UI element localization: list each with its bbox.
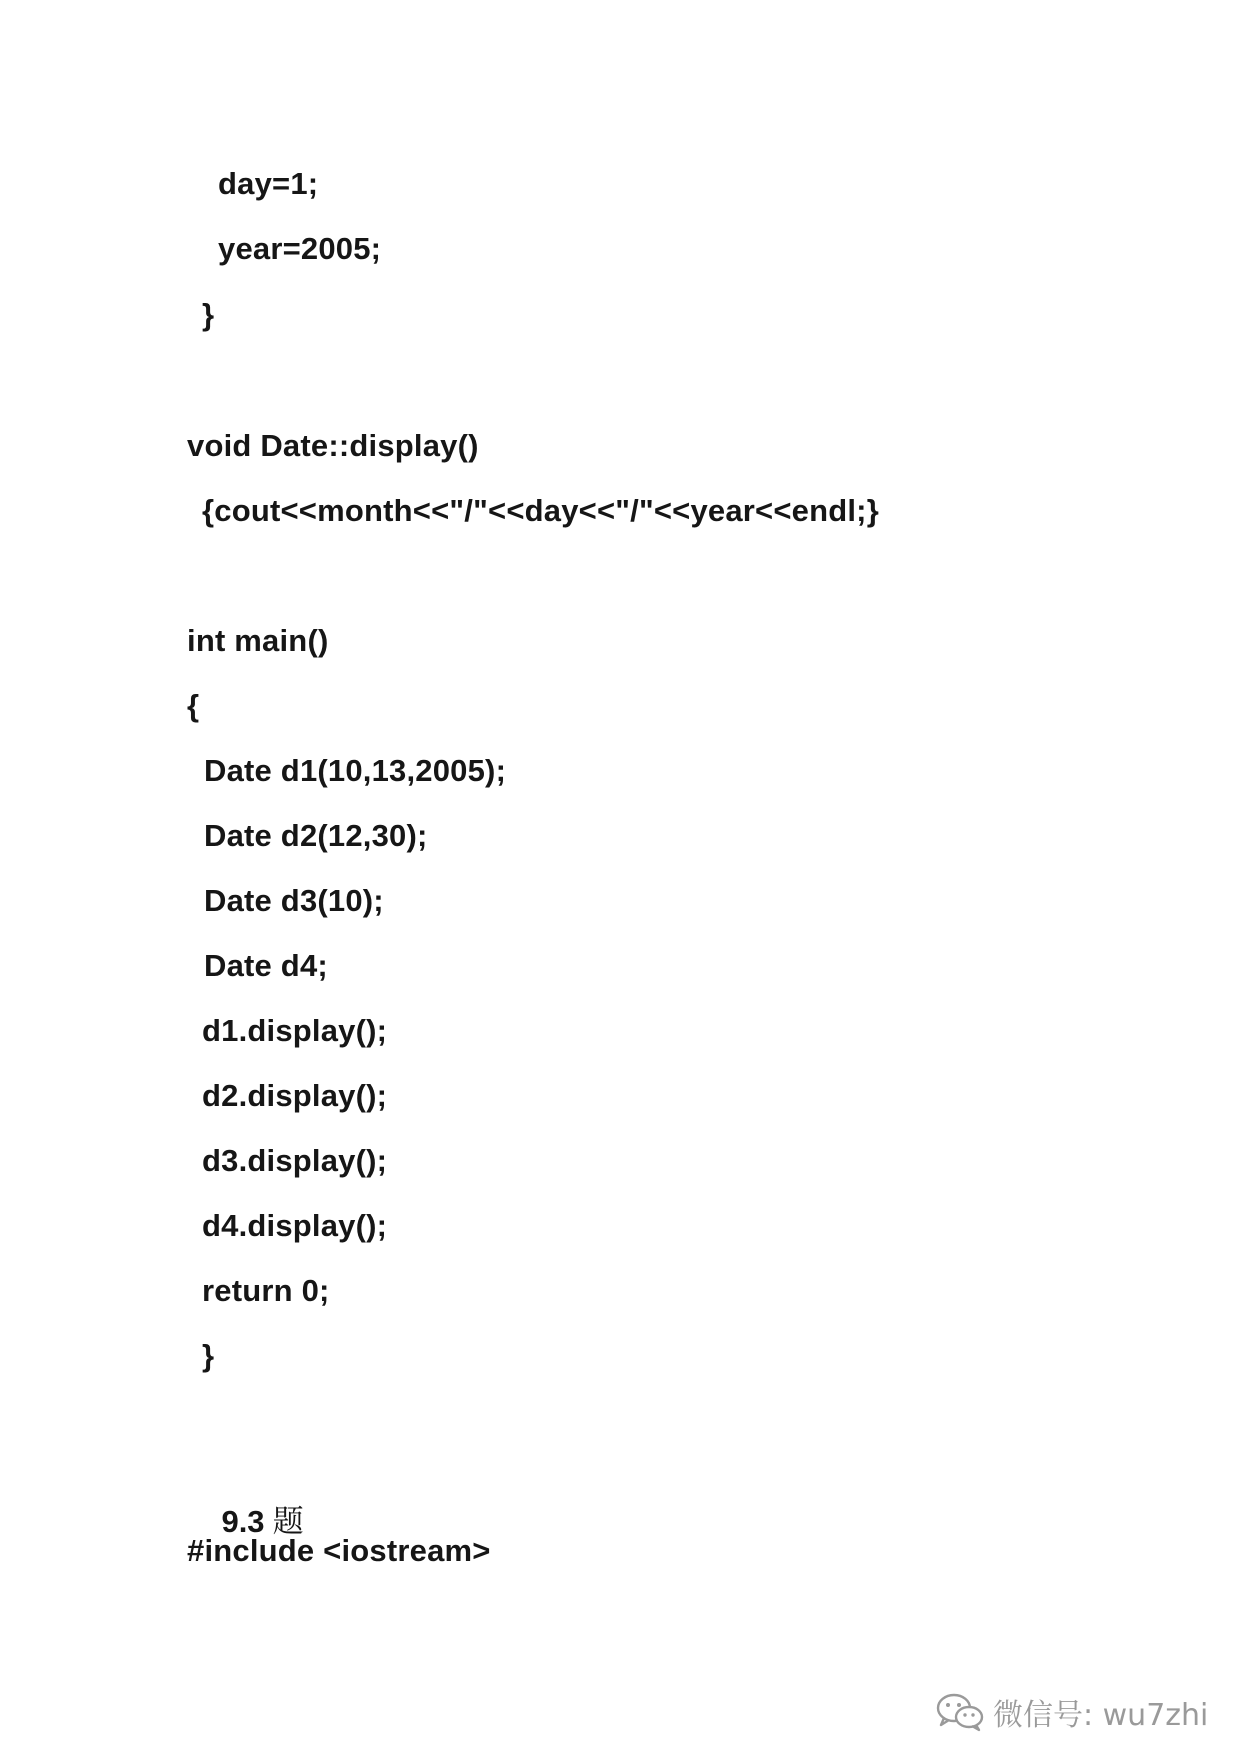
wechat-icon bbox=[935, 1692, 985, 1732]
section-title: 题 bbox=[272, 1504, 304, 1540]
code-line: d1.display(); bbox=[202, 1013, 388, 1048]
code-line: year=2005; bbox=[218, 231, 382, 266]
code-line: Date d1(10,13,2005); bbox=[204, 753, 507, 788]
code-line: Date d4; bbox=[204, 948, 328, 983]
code-line: day=1; bbox=[218, 166, 319, 201]
code-line: { bbox=[187, 688, 200, 723]
wechat-watermark bbox=[935, 1690, 1208, 1734]
code-line: d2.display(); bbox=[202, 1078, 388, 1113]
code-line: {cout<<month<<"/"<<day<<"/"<<year<<endl;} bbox=[202, 493, 879, 528]
code-line: } bbox=[202, 297, 215, 332]
watermark-text: 微信号: wu7zhi bbox=[993, 1698, 1209, 1733]
code-line: Date d2(12,30); bbox=[204, 818, 428, 853]
code-line: d3.display(); bbox=[202, 1143, 388, 1178]
code-line: } bbox=[202, 1338, 215, 1373]
code-line: int main() bbox=[187, 623, 329, 658]
code-line: d4.display(); bbox=[202, 1208, 388, 1243]
code-line: void Date::display() bbox=[187, 428, 479, 463]
include-line: #include <iostream> bbox=[187, 1533, 491, 1568]
section-number: 9.3 bbox=[221, 1504, 265, 1539]
code-line: Date d3(10); bbox=[204, 883, 384, 918]
code-line: return 0; bbox=[202, 1273, 330, 1308]
